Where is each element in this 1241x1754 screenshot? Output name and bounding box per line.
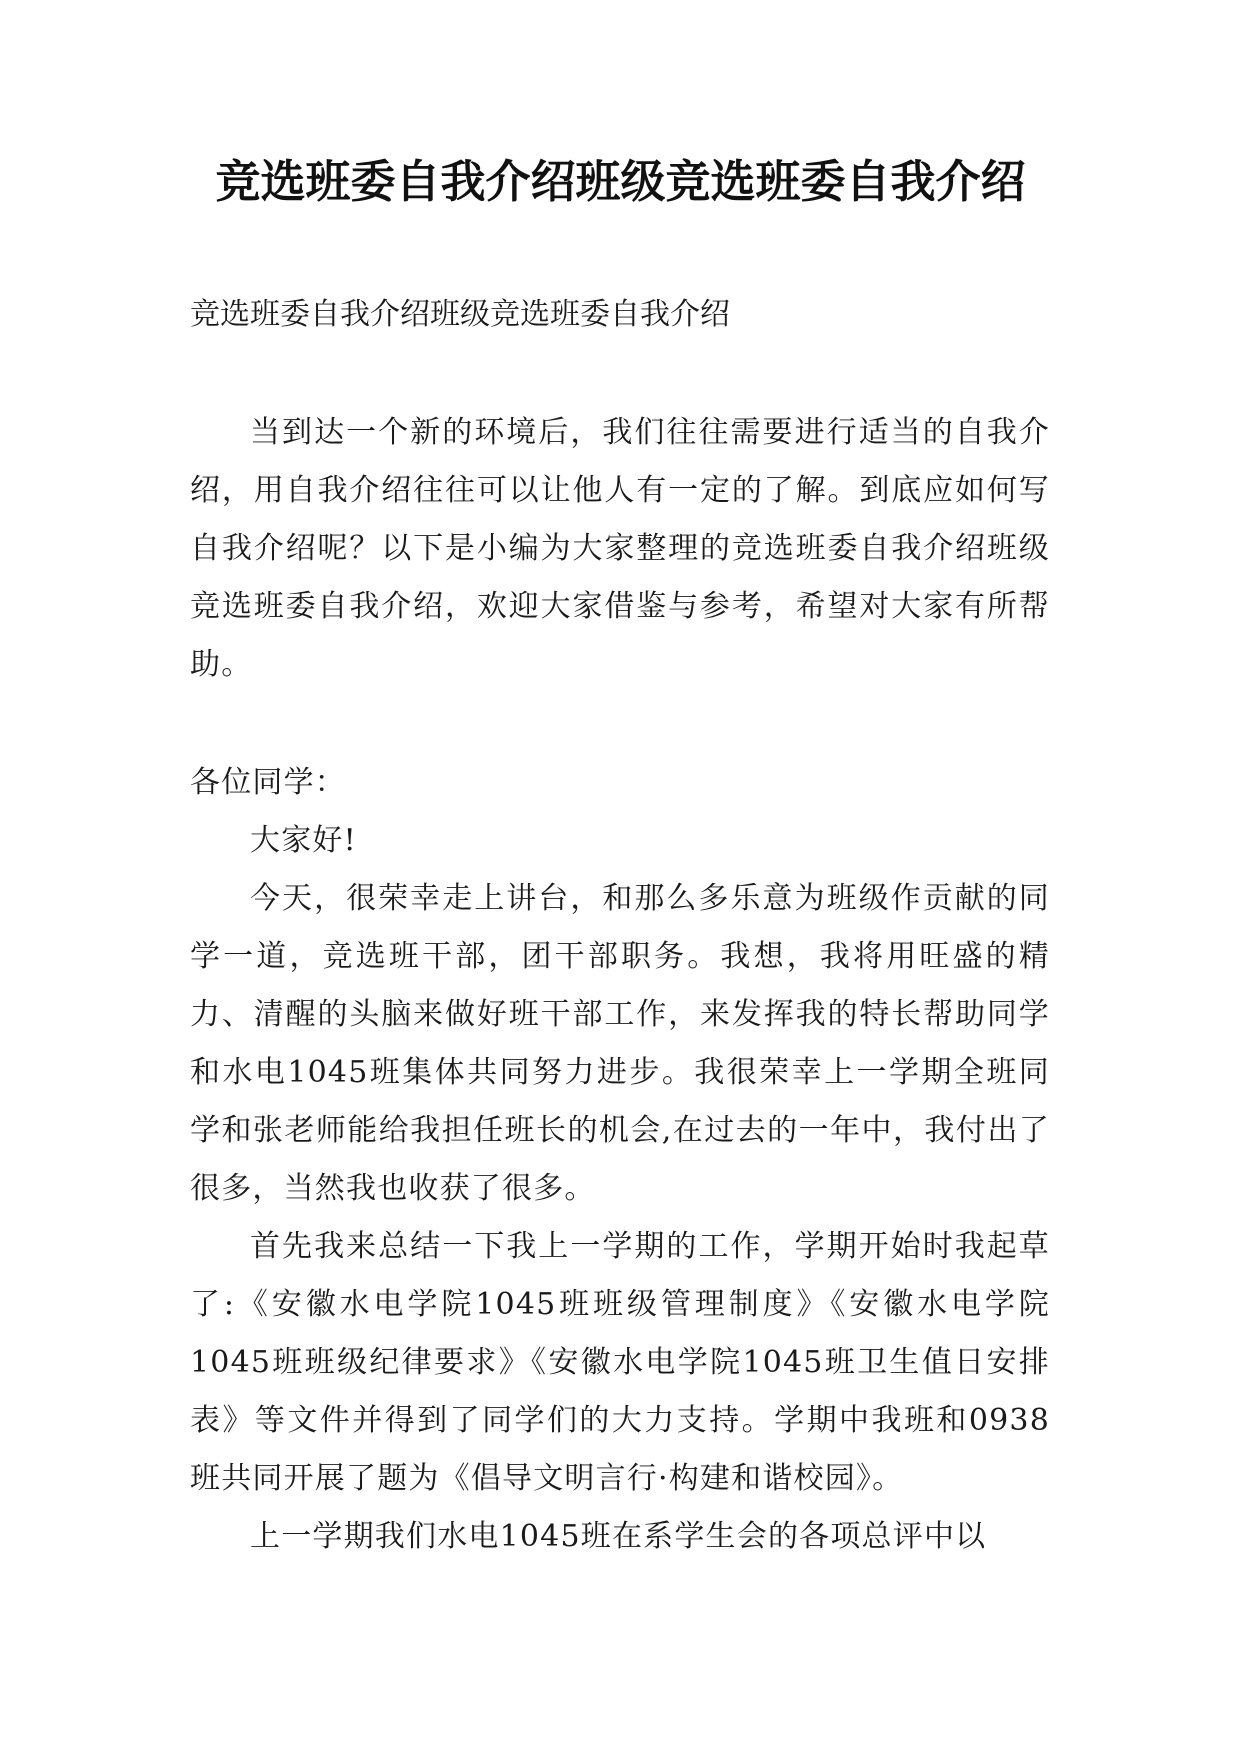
hello-line: 大家好! (250, 823, 357, 858)
document-subtitle: 竞选班委自我介绍班级竞选班委自我介绍 (190, 297, 730, 332)
body-paragraph-2: 首先我来总结一下我上一学期的工作，学期开始时我起草了:《安徽水电学院1045班班级管理制度》《安徽水电学院1045班班级纪律要求》《安徽水电学院1045班卫生值日安排表》等文件并得到了同学们的大力支持。学期中我班和0938班共同开展了题为《倡导文明言行·构建和谐校园》。 (190, 1229, 1050, 1496)
body-paragraph-1: 今天，很荣幸走上讲台，和那么多乐意为班级作贡献的同学一道，竞选班干部，团干部职务。我想，我将用旺盛的精力、清醒的头脑来做好班干部工作，来发挥我的特长帮助同学和水电1045班集体共同努力进步。我很荣幸上一学期全班同学和张老师能给我担任班长的机会,在过去的一年中，我付出了很多，当然我也收获了很多。 (190, 881, 1050, 1206)
document-title: 竞选班委自我介绍班级竞选班委自我介绍 (215, 155, 1026, 208)
greeting-line: 各位同学： (190, 765, 346, 800)
body-paragraph-3: 上一学期我们水电1045班在系学生会的各项总评中以 (250, 1519, 987, 1554)
intro-paragraph: 当到达一个新的环境后，我们往往需要进行适当的自我介绍，用自我介绍往往可以让他人有一定的了解。到底应如何写自我介绍呢？以下是小编为大家整理的竞选班委自我介绍班级竞选班委自我介绍，欢迎大家借鉴与参考，希望对大家有所帮助。 (190, 415, 1050, 682)
